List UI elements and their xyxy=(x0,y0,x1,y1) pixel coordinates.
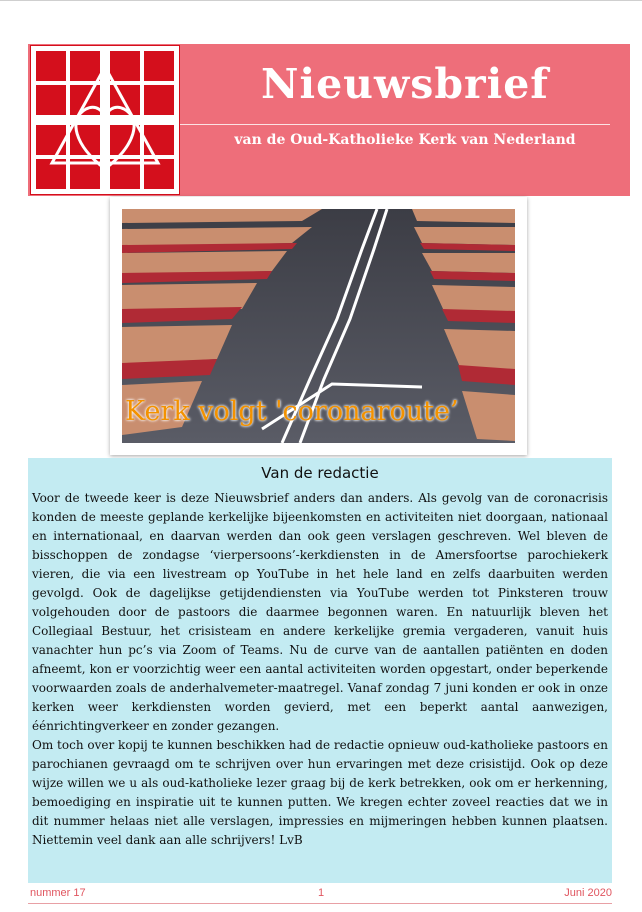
editorial-heading: Van de redactie xyxy=(261,464,379,482)
editorial-paragraph-2: Om toch over kopij te kunnen beschikken had de redactie opnieuw oud-katholieke pastoors en parochianen gevraagd om te schrijven over hun ervaringen met deze crisistijd. Ook op deze wijze willen we u als oud-katholieke lezer graag bij de kerk betrekken, ook om er herkenning, bemoediging en inspiratie uit te kunnen putten. We kregen echter zoveel reacties dat we in dit nummer helaas niet alle verslagen, impressies en mijmeringen hebben kunnen plaatsen. Niettemin veel dank aan alle schrijvers! LvB xyxy=(32,738,608,847)
newsletter-title: Nieuwsbrief xyxy=(261,60,549,108)
photo-caption: Kerk volgt 'coronaroute’ xyxy=(125,396,459,427)
footer-rule xyxy=(28,903,612,904)
issue-number: nummer 17 xyxy=(30,887,86,899)
newsletter-subtitle: van de Oud-Katholieke Kerk van Nederland xyxy=(234,132,576,148)
church-logo xyxy=(30,45,180,195)
editorial-section xyxy=(28,458,612,883)
top-rule xyxy=(0,0,642,1)
editorial-paragraph-1: Voor de tweede keer is deze Nieuwsbrief anders dan anders. Als gevolg van de coronacrisis konden de meeste geplande kerkelijke bijeenkomsten en activiteiten niet doorgaan, nationaal en internationaal, en daarvan werden dan ook geen verslagen geschreven. Wel bleven de bisschoppen de zondagse ‘vierpersoons’-kerkdiensten in de Amersfoortse parochiekerk vieren, die via een livestream op YouTube in het hele land en zelfs daarbuiten werden gevolgd. Ook de dagelijkse getijdendiensten via YouTube werden tot Pinksteren trouw volgehouden door de pastoors die daarmee begonnen waren. En natuurlijk bleven het Collegiaal Bestuur, het crisisteam en andere kerkelijke gremia vergaderen, vanuit huis vanachter hun pc’s via Zoom of Teams. Nu de curve van de aantallen patiënten en doden afneemt, kon er voorzichtig weer een aantal activiteiten worden opgestart, onder beperkende voorwaarden zoals de anderhalvemeter-maatregel. Vanaf zondag 7 juni konden er ook in onze kerken weer kerkdiensten worden gevierd, met een beperkt aantal aanwezigen, éénrichtingverkeer en zonder gezangen. xyxy=(32,491,608,733)
issue-date: Juni 2020 xyxy=(564,887,612,899)
masthead-divider xyxy=(180,124,610,125)
editorial-body xyxy=(32,489,608,850)
page-number: 1 xyxy=(318,887,325,899)
cross-heart-logo-icon xyxy=(34,49,176,191)
